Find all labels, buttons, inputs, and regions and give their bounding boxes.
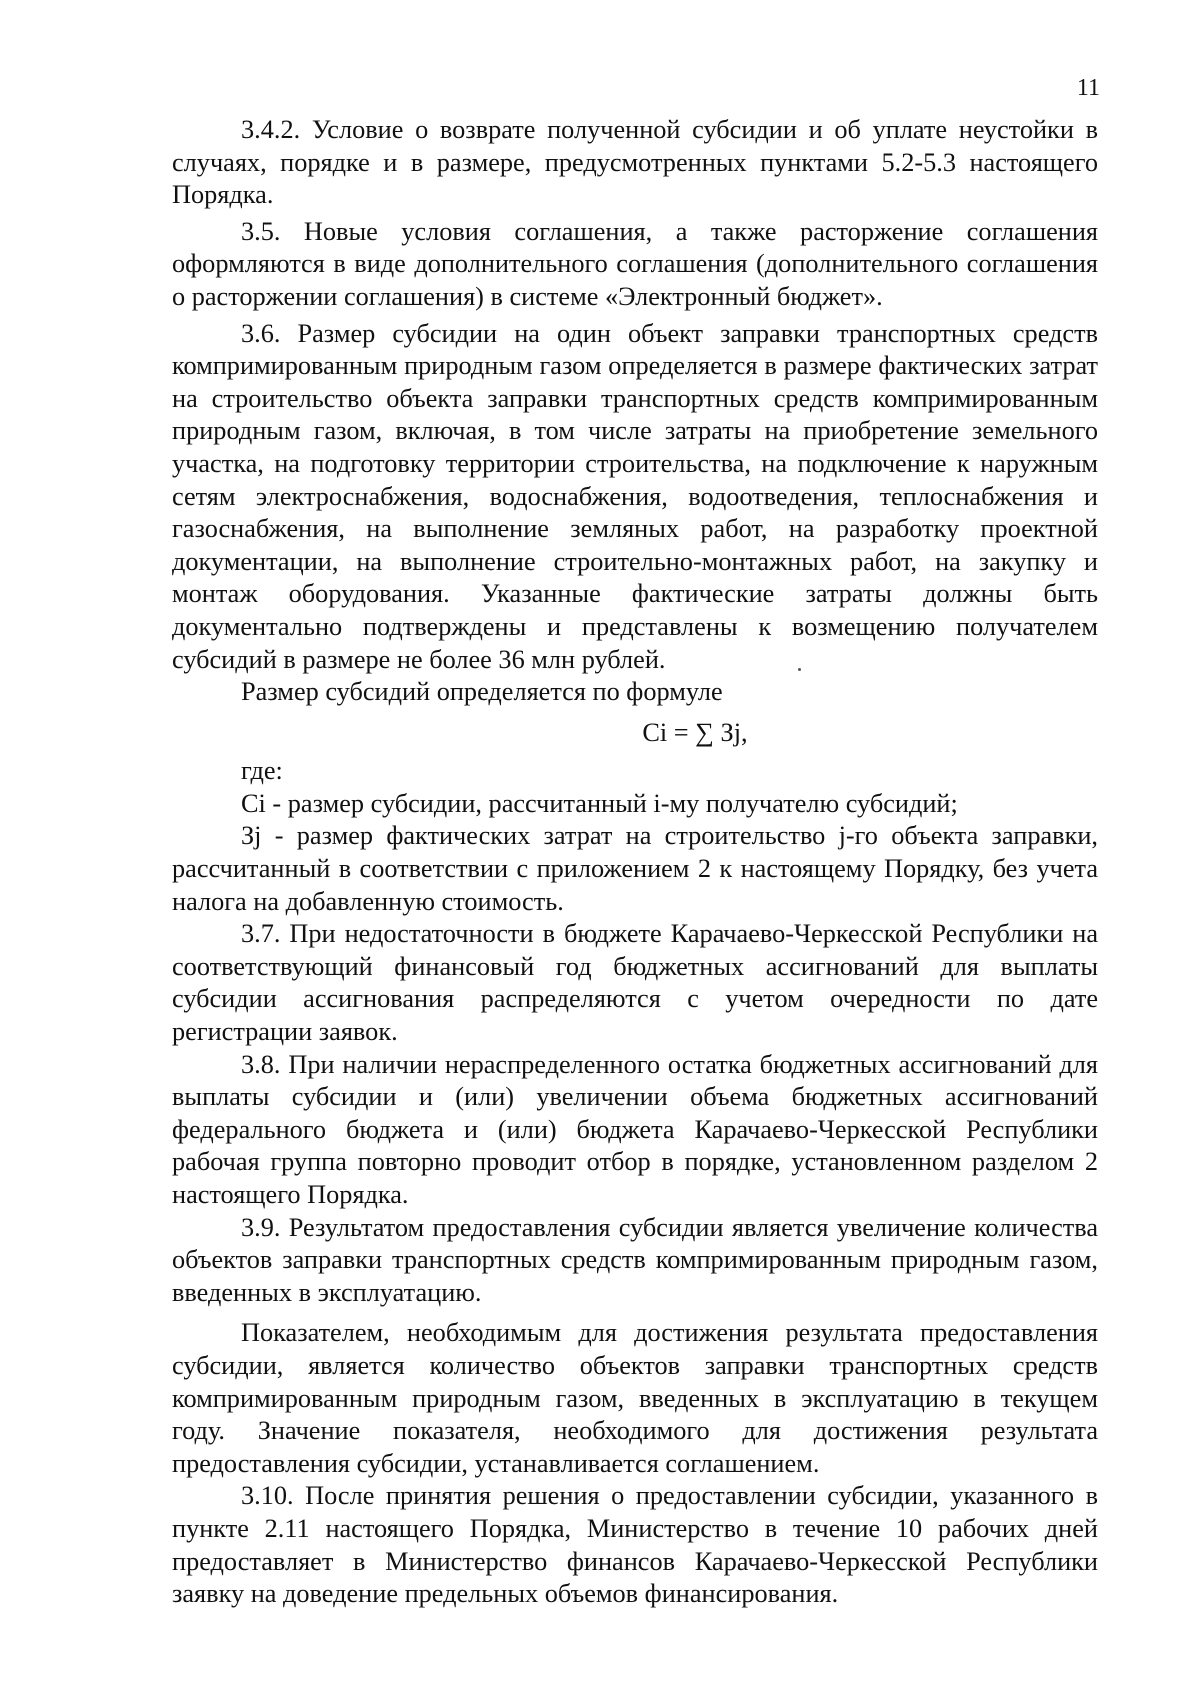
document-body — [172, 114, 1098, 1611]
definition-zj: Зj - размер фактических затрат на строительство j-го объекта заправки, рассчитанный в соответствии с приложением 2 к настоящему Порядку, без учета налога на добавленную стоимость. — [172, 821, 1098, 916]
page-number: 11 — [1076, 75, 1100, 101]
subsidy-formula: Сi = ∑ Зj, — [642, 717, 748, 747]
where-label: где: — [241, 756, 283, 786]
paragraph-3-9: 3.9. Результатом предоставления субсидии является увеличение количества объектов заправки транспортных средств компримированным природным газом, введенных в эксплуатацию. — [172, 1212, 1098, 1307]
paragraph-3-8: 3.8. При наличии нераспределенного остатка бюджетных ассигнований для выплаты субсидии и (или) увеличении объема бюджетных ассигнований федерального бюджета и (или) бюджета Карачаево-Черкесской Республики рабочая группа повторно проводит отбор в порядке, установленном разделом 2 настоящего Порядка. — [172, 1049, 1098, 1209]
paragraph-3-4-2: 3.4.2. Условие о возврате полученной субсидии и об уплате неустойки в случаях, порядке и в размере, предусмотренных пунктами 5.2-5.3 настоящего Порядка. — [172, 115, 1098, 210]
formula-intro: Размер субсидий определяется по формуле — [241, 677, 723, 707]
paragraph-3-10: 3.10. После принятия решения о предоставлении субсидии, указанного в пункте 2.11 настоящего Порядка, Министерство в течение 10 рабочих дней предоставляет в Министерство финансов Карачаево-Черкесской Республики заявку на доведение предельных объемов финансирования. — [172, 1481, 1098, 1609]
paragraph-indicator: Показателем, необходимым для достижения результата предоставления субсидии, является количество объектов заправки транспортных средств компримированным природным газом, введенных в эксплуатацию в текущем году. Значение показателя, необходимого для достижения результата предоставления субсидии, устанавливается соглашением. — [172, 1318, 1098, 1478]
scan-speck — [798, 668, 801, 671]
definition-ci: Сi - размер субсидии, рассчитанный i-му получателю субсидий; — [241, 788, 958, 818]
paragraph-3-7: 3.7. При недостаточности в бюджете Карачаево-Черкесской Республики на соответствующий финансовый год бюджетных ассигнований для выплаты субсидии ассигнования распределяются с учетом очередности по дате регистрации заявок. — [172, 919, 1098, 1047]
paragraph-3-6: 3.6. Размер субсидии на один объект заправки транспортных средств компримированным природным газом определяется в размере фактических затрат на строительство объекта заправки транспортных средств компримированным природным газом, включая, в том числе затраты на приобретение земельного участка, на подготовку территории строительства, на подключение к наружным сетям электроснабжения, водоснабжения, водоотведения, теплоснабжения и газоснабжения, на выполнение земляных работ, на разработку проектной документации, на выполнение строительно-монтажных работ, на закупку и монтаж оборудования. Указанные фактические затраты должны быть документально подтверждены и представлены к возмещению получателем субсидий в размере не более 36 млн рублей. — [172, 318, 1098, 674]
paragraph-3-5: 3.5. Новые условия соглашения, а также расторжение соглашения оформляются в виде дополнительного соглашения (дополнительного соглашения о расторжении соглашения) в системе «Электронный бюджет». — [172, 216, 1098, 311]
